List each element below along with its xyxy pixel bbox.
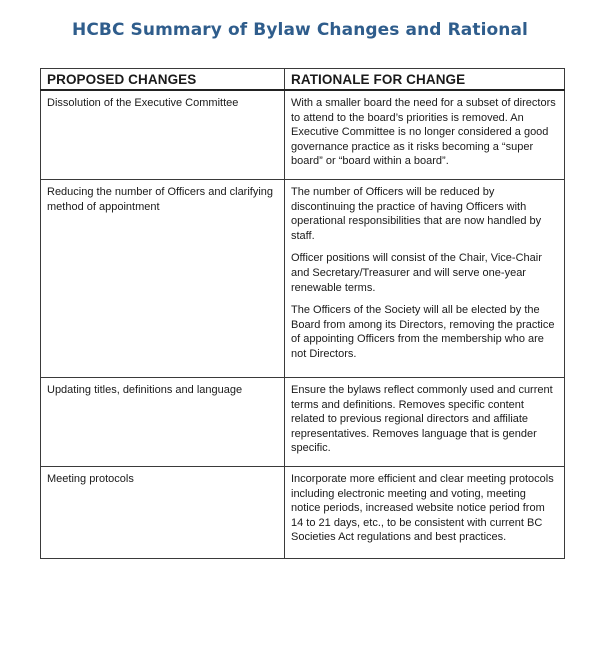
rationale-text: Ensure the bylaws reflect commonly used and current terms and definitions. Removes specific content related to previous regional directors and affiliate representatives. Removes language that is gender specific.	[291, 383, 553, 455]
table-row	[41, 179, 565, 377]
rationale-cell	[285, 466, 565, 558]
page-title: HCBC Summary of Bylaw Changes and Rational	[72, 20, 528, 40]
bylaw-changes-table	[40, 68, 565, 559]
rationale-cell	[285, 179, 565, 377]
rationale-text: Officer positions will consist of the Chair, Vice-Chair and Secretary/Treasurer and will serve one-year renewable terms.	[291, 252, 542, 294]
table-row	[41, 377, 565, 466]
rationale-text: The Officers of the Society will all be elected by the Board from among its Directors, removing the practice of appointing Officers from the membership who are not Directors.	[291, 304, 555, 360]
table-header-row	[41, 69, 565, 91]
rationale-text: Incorporate more efficient and clear meeting protocols including electronic meeting and voting, meeting notice periods, increased website notice period from 14 to 21 days, etc., to be consistent with current BC Societies Act regulations and best practices.	[291, 472, 554, 544]
rationale-cell	[285, 377, 565, 466]
change-cell: Dissolution of the Executive Committee	[41, 90, 285, 179]
rationale-cell	[285, 90, 565, 179]
table-row	[41, 90, 565, 179]
header-rationale: RATIONALE FOR CHANGE	[285, 69, 565, 91]
rationale-text: With a smaller board the need for a subset of directors to attend to the board’s priorities is removed. An Executive Committee is no longer considered a good governance practice as it risks becoming a “super board” or “board within a board”.	[291, 97, 556, 168]
header-proposed-changes: PROPOSED CHANGES	[41, 69, 285, 91]
change-cell: Reducing the number of Officers and clarifying method of appointment	[41, 179, 285, 377]
change-cell: Meeting protocols	[41, 466, 285, 558]
change-cell: Updating titles, definitions and language	[41, 377, 285, 466]
table-row	[41, 466, 565, 558]
rationale-text: The number of Officers will be reduced by discontinuing the practice of having Officers with operational responsibilities that are now handled by staff.	[291, 185, 542, 242]
